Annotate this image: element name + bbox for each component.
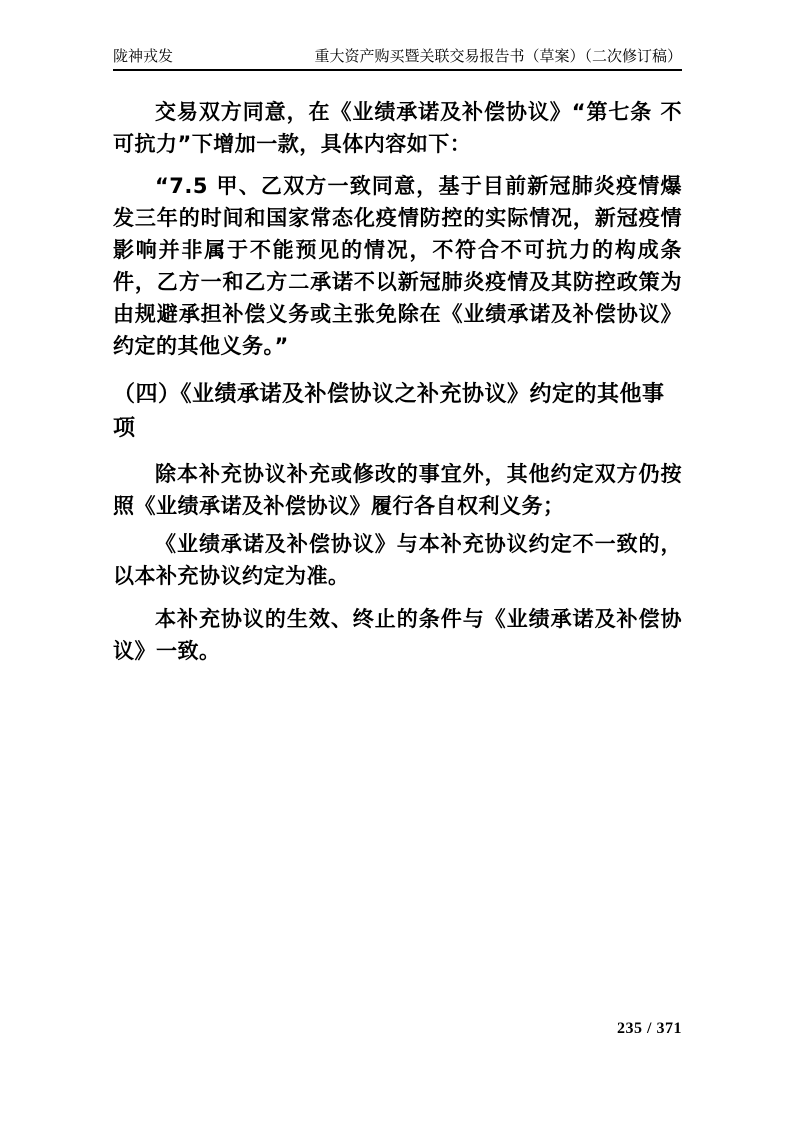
- paragraph-agreement-intro: 交易双方同意，在《业绩承诺及补偿协议》“第七条 不可抗力”下增加一款，具体内容如下：: [113, 100, 682, 156]
- page-number: 235 / 371: [617, 1020, 682, 1037]
- paragraph-other-matters-1: 除本补充协议补充或修改的事宜外，其他约定双方仍按照《业绩承诺及补偿协议》履行各自权利义务；: [113, 462, 682, 518]
- section-heading-four: （四）《业绩承诺及补偿协议之补充协议》约定的其他事项: [113, 382, 665, 441]
- paragraph-other-matters-3: 本补充协议的生效、终止的条件与《业绩承诺及补偿协议》一致。: [113, 607, 682, 663]
- header-document-title: 重大资产购买暨关联交易报告书（草案）（二次修订稿）: [314, 49, 682, 65]
- paragraph-other-matters-2: 《业绩承诺及补偿协议》与本补充协议约定不一致的，以本补充协议约定为准。: [113, 532, 682, 588]
- page-header: [113, 48, 682, 71]
- document-body: [113, 70, 682, 667]
- header-company-name: 陇神戎发: [113, 49, 174, 65]
- paragraph-clause-7-5: “7.5 甲、乙双方一致同意，基于目前新冠肺炎疫情爆发三年的时间和国家常态化疫情防控的实际情况，新冠疫情影响并非属于不能预见的情况，不符合不可抗力的构成条件，乙方一和乙方二承诺不以新冠肺炎疫情及其防控政策为由规避承担补偿义务或主张免除在《业绩承诺及补偿协议》约定的其他义务。”: [113, 174, 682, 358]
